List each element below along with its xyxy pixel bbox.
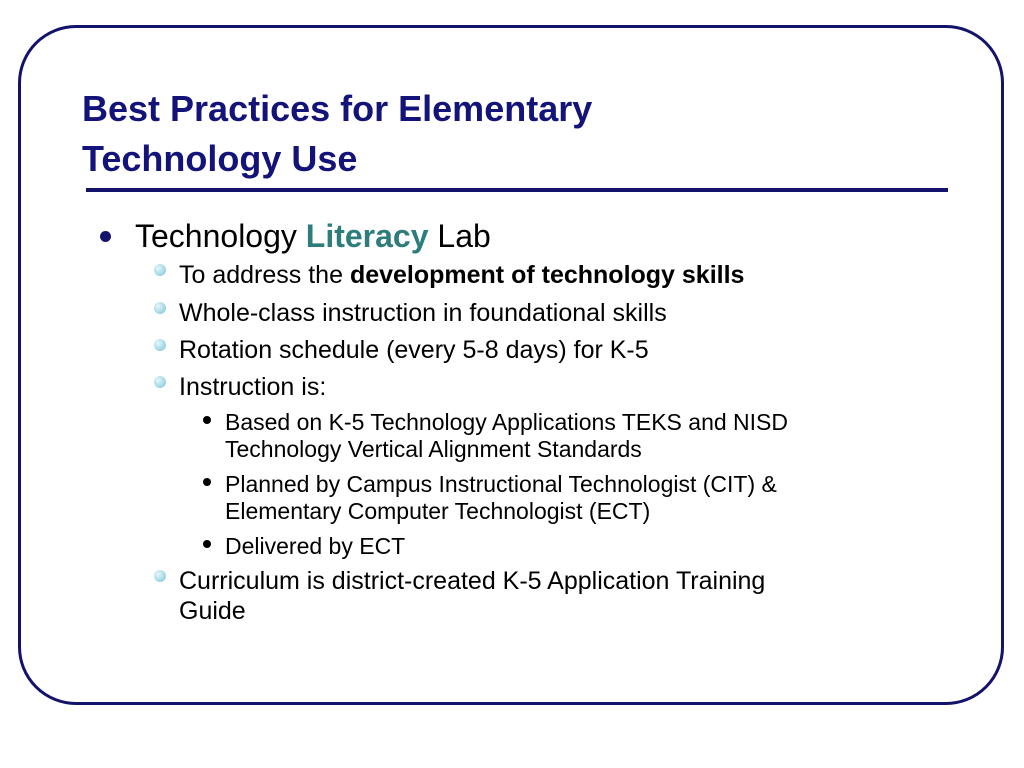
bullet-text: To address the (179, 261, 350, 289)
bullet-emphasis: development of technology skills (349, 261, 745, 289)
bullet-rotation-schedule: Rotation schedule (every 5-8 days) for K-5 (179, 336, 649, 364)
title-line-2: Technology Use (82, 138, 358, 179)
level2-bullet-icon (154, 570, 166, 582)
bullet-text-line-2: Technology Vertical Alignment Standards (225, 436, 642, 462)
level2-bullet-icon (154, 339, 166, 351)
level2-bullet-icon (154, 264, 166, 276)
bullet-whole-class: Whole-class instruction in foundational skills (179, 299, 667, 327)
level3-bullet-icon (203, 540, 211, 548)
bullet-text-line-2: Guide (179, 597, 246, 625)
bullet-text-line-1: Based on K-5 Technology Applications TEKS and NISD (225, 409, 788, 435)
level1-bullet-icon (100, 231, 111, 242)
bullet-based-on-teks (225, 409, 788, 463)
bullet-instruction-is: Instruction is: (179, 373, 327, 401)
bullet-planned-by-cit (225, 471, 777, 525)
bullet-text-line-1: Planned by Campus Instructional Technologist (CIT) & (225, 471, 777, 497)
level2-bullet-icon (154, 376, 166, 388)
bullet-text-line-1: Curriculum is district-created K-5 Application Training (179, 567, 766, 595)
bullet-technology-literacy-lab (135, 217, 491, 255)
bullet-address-development (179, 260, 744, 290)
bullet-curriculum (179, 566, 765, 626)
bullet-text-line-2: Elementary Computer Technologist (ECT) (225, 498, 651, 524)
level2-bullet-icon (154, 302, 166, 314)
bullet-delivered-by-ect: Delivered by ECT (225, 533, 406, 559)
title-line-1: Best Practices for Elementary (82, 88, 593, 129)
level3-bullet-icon (203, 416, 211, 424)
bullet-text: Lab (428, 218, 491, 254)
level3-bullet-icon (203, 478, 211, 486)
bullet-emphasis: Literacy (305, 218, 429, 254)
bullet-text: Technology (135, 218, 306, 254)
